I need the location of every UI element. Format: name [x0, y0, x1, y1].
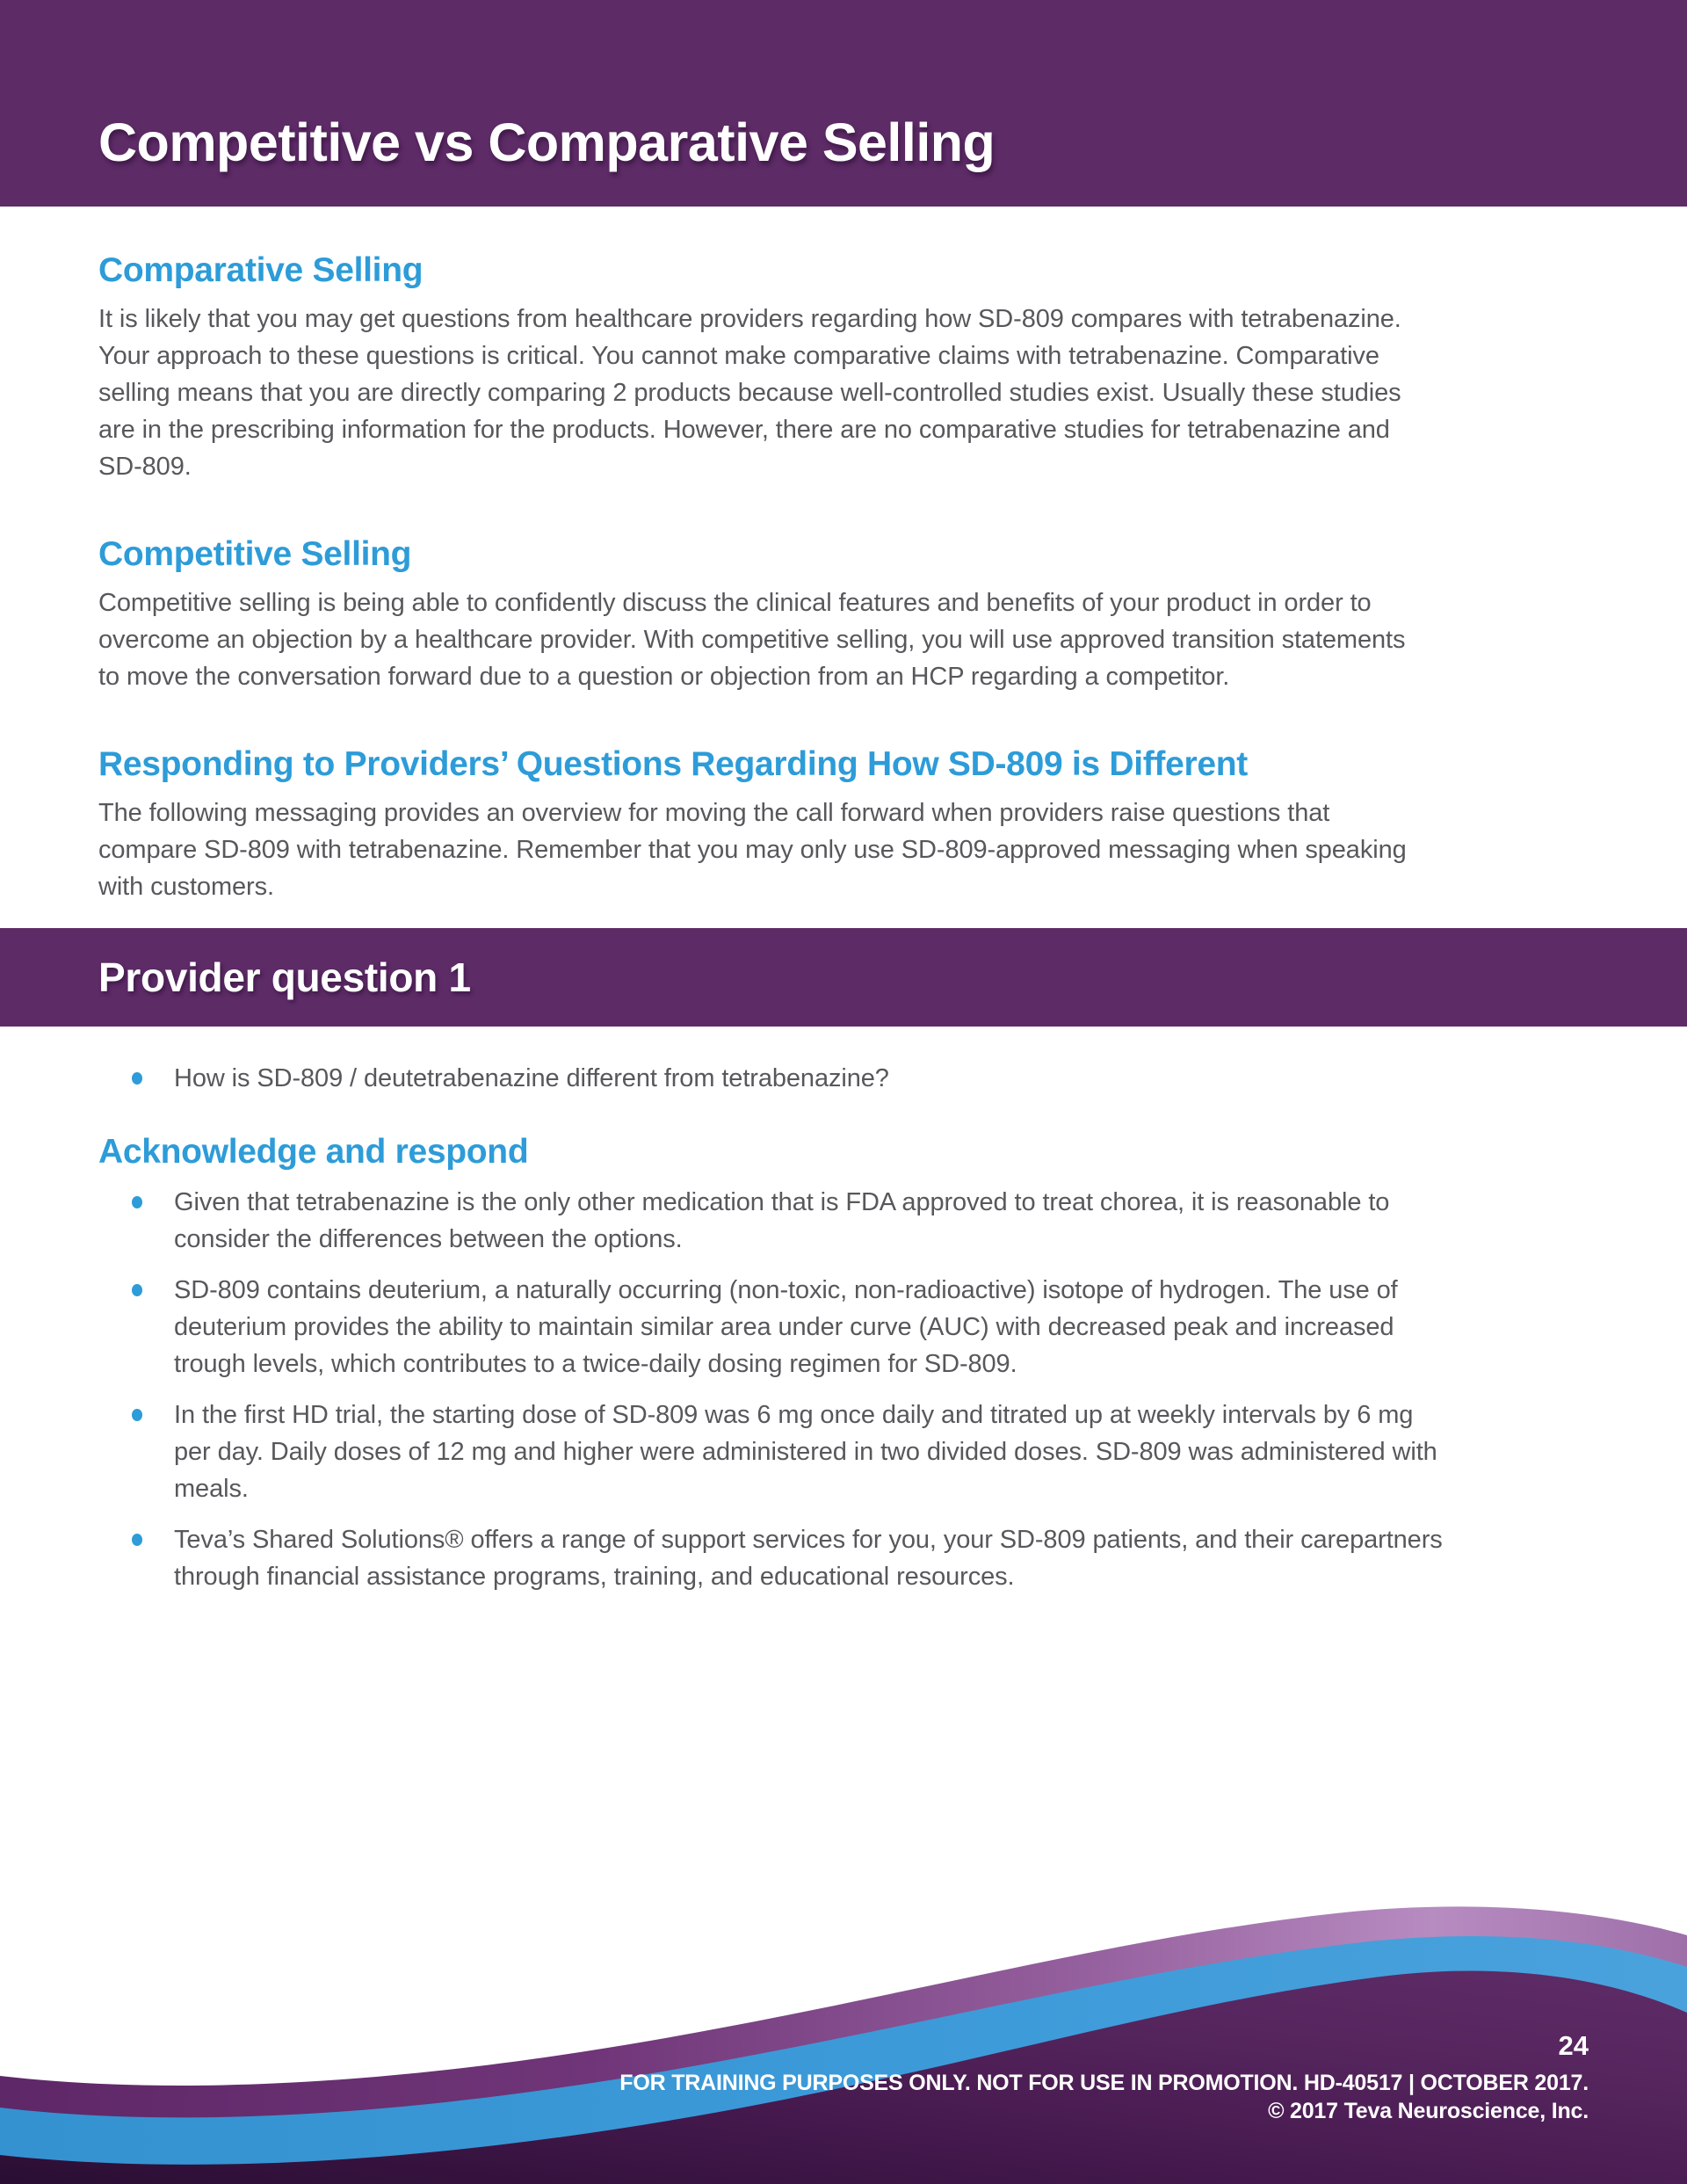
text-line: Given that tetrabenazine is the only other medication that is FDA approved to treat chorea, it is reasonable to: [174, 1188, 1390, 1216]
text-line: Your approach to these questions is critical. You cannot make comparative claims with tetrabenazine. Comparative: [98, 342, 1379, 370]
text-line: It is likely that you may get questions from healthcare providers regarding how SD-809 compares with tetrabenazine.: [98, 305, 1401, 333]
section-heading-comparative-selling: Comparative Selling: [98, 251, 424, 289]
bullet-dot-icon: [132, 1196, 142, 1208]
text-line: How is SD-809 / deutetrabenazine different from tetrabenazine?: [174, 1064, 889, 1092]
section-responding-questions: [98, 744, 1589, 905]
page-number: 24: [1558, 2030, 1589, 2061]
bullet-dot-icon: [132, 1534, 142, 1546]
paragraph-competitive-selling: [98, 584, 1589, 695]
page-header-banner: [0, 0, 1687, 207]
text-line: selling means that you are directly comparing 2 products because well-controlled studies exist. Usually these studies: [98, 379, 1401, 407]
text-line: In the first HD trial, the starting dose of SD-809 was 6 mg once daily and titrated up at weekly intervals by 6 mg: [174, 1401, 1414, 1429]
text-line: trough levels, which contributes to a twice-daily dosing regimen for SD-809.: [174, 1350, 1017, 1378]
section-competitive-selling: [98, 534, 1589, 695]
bullet-dot-icon: [132, 1072, 142, 1085]
text-line: Teva’s Shared Solutions® offers a range of support services for you, your SD-809 patients, and their carepartners: [174, 1526, 1443, 1554]
text-line: SD-809 contains deuterium, a naturally occurring (non-toxic, non-radioactive) isotope of hydrogen. The use of: [174, 1276, 1398, 1304]
acknowledge-bullet-list: [98, 1184, 1589, 1595]
text-line: are in the prescribing information for the products. However, there are no comparative studies for tetrabenazine and: [98, 416, 1390, 444]
provider-question-banner: [0, 928, 1687, 1027]
section-heading-acknowledge-respond: Acknowledge and respond: [98, 1133, 529, 1171]
provider-question-banner-title: Provider question 1: [98, 954, 471, 1000]
section-heading-responding-questions: Responding to Providers’ Questions Regarding How SD-809 is Different: [98, 745, 1248, 783]
list-item: [132, 1521, 1589, 1595]
list-item: [132, 1272, 1589, 1382]
text-line: SD-809.: [98, 453, 192, 481]
text-line: deuterium provides the ability to maintain similar area under curve (AUC) with decreased peak and increased: [174, 1313, 1394, 1341]
footer-disclaimer: FOR TRAINING PURPOSES ONLY. NOT FOR USE IN PROMOTION. HD-40517 | OCTOBER 2017.: [619, 2071, 1589, 2095]
text-line: meals.: [174, 1475, 249, 1503]
text-line: compare SD-809 with tetrabenazine. Remember that you may only use SD-809-approved messaging when speaking: [98, 836, 1407, 864]
text-line: through financial assistance programs, training, and educational resources.: [174, 1563, 1015, 1591]
section-heading-competitive-selling: Competitive Selling: [98, 535, 412, 573]
provider-question-list: [98, 1060, 1589, 1097]
bullet-dot-icon: [132, 1409, 142, 1421]
page-footer: [0, 1890, 1687, 2184]
page-title: Competitive vs Comparative Selling: [98, 112, 996, 172]
footer-copyright: © 2017 Teva Neuroscience, Inc.: [1268, 2099, 1589, 2123]
text-line: overcome an objection by a healthcare provider. With competitive selling, you will use approved transition statements: [98, 626, 1406, 654]
provider-question-section: [0, 1060, 1687, 1595]
text-line: The following messaging provides an overview for moving the call forward when providers raise questions that: [98, 799, 1330, 827]
list-item: [132, 1060, 1589, 1097]
main-content: [0, 250, 1687, 905]
bullet-dot-icon: [132, 1284, 142, 1296]
text-line: Competitive selling is being able to confidently discuss the clinical features and benefits of your product in order to: [98, 589, 1372, 617]
paragraph-comparative-selling: [98, 301, 1589, 485]
text-line: consider the differences between the options.: [174, 1225, 683, 1253]
list-item: [132, 1184, 1589, 1258]
list-item: [132, 1397, 1589, 1507]
section-comparative-selling: [98, 250, 1589, 485]
footer-text-block: [619, 2030, 1589, 2125]
text-line: with customers.: [98, 873, 274, 901]
text-line: to move the conversation forward due to a question or objection from an HCP regarding a competitor.: [98, 663, 1230, 691]
text-line: per day. Daily doses of 12 mg and higher were administered in two divided doses. SD-809 was administered with: [174, 1438, 1437, 1466]
paragraph-responding-questions: [98, 795, 1589, 905]
